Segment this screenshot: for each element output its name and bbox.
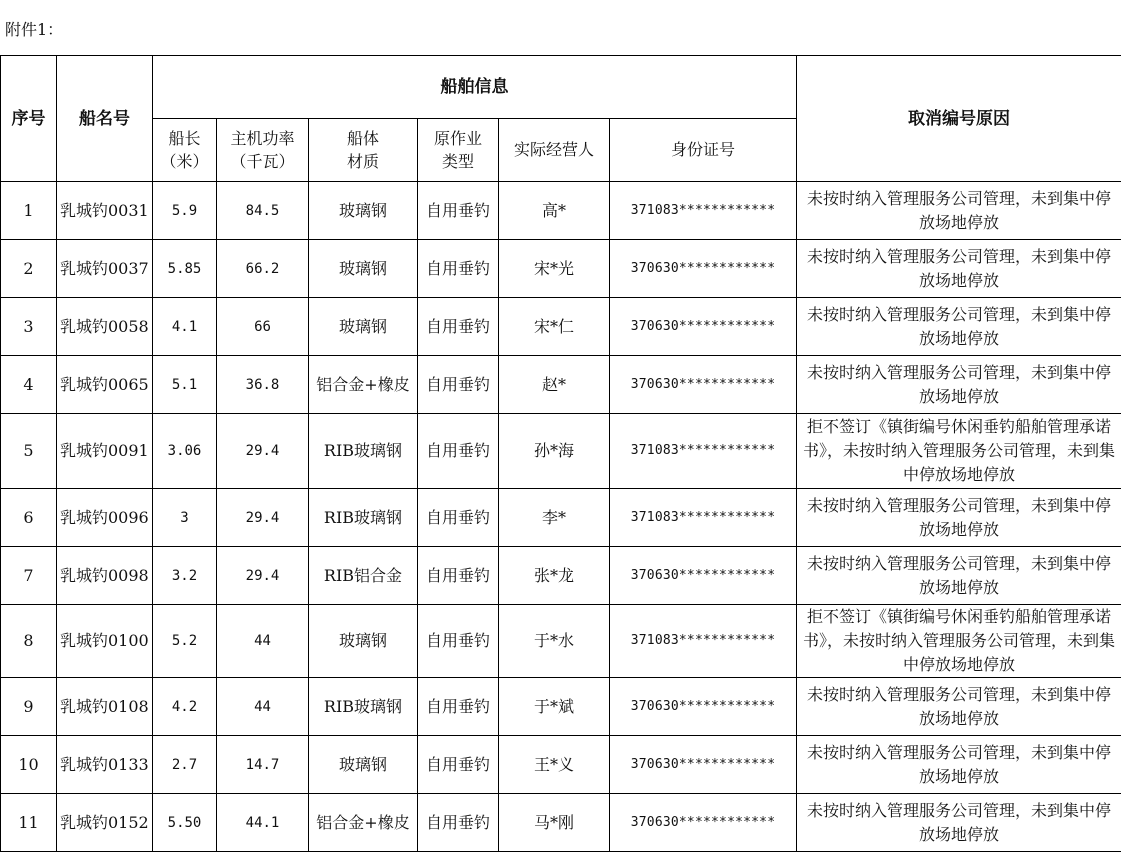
cell-id-no: 371083************ <box>610 605 797 678</box>
cell-work-type: 自用垂钓 <box>418 414 499 489</box>
cell-length: 3.06 <box>153 414 217 489</box>
cell-id-no: 371083************ <box>610 489 797 547</box>
cell-operator: 李* <box>499 489 610 547</box>
table-row <box>1 356 1121 414</box>
cancelled-ships-table <box>0 55 1121 852</box>
header-length: 船长 （米） <box>153 119 217 182</box>
cell-seq: 6 <box>1 489 57 547</box>
cell-length: 2.7 <box>153 736 217 794</box>
cell-power: 84.5 <box>217 182 309 240</box>
table-row <box>1 736 1121 794</box>
cell-length: 5.50 <box>153 794 217 852</box>
table-row <box>1 547 1121 605</box>
cell-material: RIB铝合金 <box>309 547 418 605</box>
cell-cancel-reason: 未按时纳入管理服务公司管理，未到集中停放场地停放 <box>797 794 1121 852</box>
cell-cancel-reason: 拒不签订《镇街编号休闲垂钓船舶管理承诺书》，未按时纳入管理服务公司管理，未到集中停放场地停放 <box>797 605 1121 678</box>
cell-power: 14.7 <box>217 736 309 794</box>
table-row <box>1 414 1121 489</box>
cell-power: 29.4 <box>217 547 309 605</box>
cell-seq: 1 <box>1 182 57 240</box>
cell-ship-name: 乳城钓0098 <box>57 547 153 605</box>
cell-id-no: 371083************ <box>610 182 797 240</box>
cell-cancel-reason: 未按时纳入管理服务公司管理，未到集中停放场地停放 <box>797 182 1121 240</box>
cell-work-type: 自用垂钓 <box>418 736 499 794</box>
cell-length: 4.2 <box>153 678 217 736</box>
cell-work-type: 自用垂钓 <box>418 489 499 547</box>
cell-material: 铝合金+橡皮 <box>309 356 418 414</box>
cell-operator: 赵* <box>499 356 610 414</box>
cell-seq: 8 <box>1 605 57 678</box>
cell-seq: 5 <box>1 414 57 489</box>
header-cancel-reason: 取消编号原因 <box>797 56 1121 182</box>
cell-work-type: 自用垂钓 <box>418 182 499 240</box>
cell-cancel-reason: 拒不签订《镇街编号休闲垂钓船舶管理承诺书》，未按时纳入管理服务公司管理，未到集中停放场地停放 <box>797 414 1121 489</box>
cell-power: 66 <box>217 298 309 356</box>
cell-id-no: 370630************ <box>610 240 797 298</box>
cell-work-type: 自用垂钓 <box>418 678 499 736</box>
cell-operator: 孙*海 <box>499 414 610 489</box>
cell-work-type: 自用垂钓 <box>418 356 499 414</box>
cell-seq: 7 <box>1 547 57 605</box>
cell-ship-name: 乳城钓0096 <box>57 489 153 547</box>
cell-seq: 10 <box>1 736 57 794</box>
header-seq: 序号 <box>1 56 57 182</box>
cell-power: 29.4 <box>217 414 309 489</box>
header-ship-info: 船舶信息 <box>153 56 797 119</box>
table-row <box>1 678 1121 736</box>
cell-id-no: 370630************ <box>610 547 797 605</box>
cell-cancel-reason: 未按时纳入管理服务公司管理，未到集中停放场地停放 <box>797 547 1121 605</box>
cell-length: 3.2 <box>153 547 217 605</box>
cell-id-no: 370630************ <box>610 298 797 356</box>
cell-power: 66.2 <box>217 240 309 298</box>
header-id-no: 身份证号 <box>610 119 797 182</box>
cell-operator: 张*龙 <box>499 547 610 605</box>
cell-power: 29.4 <box>217 489 309 547</box>
cell-work-type: 自用垂钓 <box>418 547 499 605</box>
table-row <box>1 489 1121 547</box>
cell-operator: 马*刚 <box>499 794 610 852</box>
cell-seq: 9 <box>1 678 57 736</box>
cell-cancel-reason: 未按时纳入管理服务公司管理，未到集中停放场地停放 <box>797 736 1121 794</box>
cell-seq: 3 <box>1 298 57 356</box>
cell-cancel-reason: 未按时纳入管理服务公司管理，未到集中停放场地停放 <box>797 356 1121 414</box>
cell-ship-name: 乳城钓0058 <box>57 298 153 356</box>
cell-ship-name: 乳城钓0037 <box>57 240 153 298</box>
cell-length: 5.1 <box>153 356 217 414</box>
cell-material: RIB玻璃钢 <box>309 489 418 547</box>
cell-seq: 11 <box>1 794 57 852</box>
cell-material: 铝合金+橡皮 <box>309 794 418 852</box>
cell-cancel-reason: 未按时纳入管理服务公司管理，未到集中停放场地停放 <box>797 489 1121 547</box>
cell-cancel-reason: 未按时纳入管理服务公司管理，未到集中停放场地停放 <box>797 240 1121 298</box>
header-power: 主机功率 （千瓦） <box>217 119 309 182</box>
cell-ship-name: 乳城钓0065 <box>57 356 153 414</box>
cell-operator: 王*义 <box>499 736 610 794</box>
cell-operator: 高* <box>499 182 610 240</box>
header-ship-name: 船名号 <box>57 56 153 182</box>
table-row <box>1 298 1121 356</box>
cell-seq: 2 <box>1 240 57 298</box>
cell-material: 玻璃钢 <box>309 605 418 678</box>
cell-id-no: 370630************ <box>610 794 797 852</box>
cell-seq: 4 <box>1 356 57 414</box>
cell-length: 4.1 <box>153 298 217 356</box>
cell-power: 36.8 <box>217 356 309 414</box>
cell-length: 3 <box>153 489 217 547</box>
cell-material: RIB玻璃钢 <box>309 678 418 736</box>
table-row <box>1 240 1121 298</box>
cell-power: 44.1 <box>217 794 309 852</box>
cell-ship-name: 乳城钓0133 <box>57 736 153 794</box>
cell-operator: 宋*光 <box>499 240 610 298</box>
cell-power: 44 <box>217 678 309 736</box>
header-operator: 实际经营人 <box>499 119 610 182</box>
cell-id-no: 370630************ <box>610 736 797 794</box>
header-work-type: 原作业 类型 <box>418 119 499 182</box>
cell-ship-name: 乳城钓0031 <box>57 182 153 240</box>
cell-work-type: 自用垂钓 <box>418 240 499 298</box>
cell-work-type: 自用垂钓 <box>418 794 499 852</box>
cell-material: 玻璃钢 <box>309 240 418 298</box>
cell-operator: 于*斌 <box>499 678 610 736</box>
cell-ship-name: 乳城钓0100 <box>57 605 153 678</box>
cell-work-type: 自用垂钓 <box>418 298 499 356</box>
cell-material: 玻璃钢 <box>309 736 418 794</box>
cell-id-no: 370630************ <box>610 678 797 736</box>
table-row <box>1 605 1121 678</box>
cell-ship-name: 乳城钓0091 <box>57 414 153 489</box>
cell-material: 玻璃钢 <box>309 298 418 356</box>
cell-length: 5.2 <box>153 605 217 678</box>
table-row <box>1 182 1121 240</box>
attachment-label: 附件1： <box>5 20 63 40</box>
cell-ship-name: 乳城钓0152 <box>57 794 153 852</box>
cell-operator: 于*水 <box>499 605 610 678</box>
header-material: 船体 材质 <box>309 119 418 182</box>
cell-operator: 宋*仁 <box>499 298 610 356</box>
cell-ship-name: 乳城钓0108 <box>57 678 153 736</box>
cell-id-no: 370630************ <box>610 356 797 414</box>
cell-work-type: 自用垂钓 <box>418 605 499 678</box>
cell-material: 玻璃钢 <box>309 182 418 240</box>
cell-id-no: 371083************ <box>610 414 797 489</box>
cell-length: 5.85 <box>153 240 217 298</box>
cell-cancel-reason: 未按时纳入管理服务公司管理，未到集中停放场地停放 <box>797 678 1121 736</box>
table-row <box>1 794 1121 852</box>
cell-power: 44 <box>217 605 309 678</box>
cell-length: 5.9 <box>153 182 217 240</box>
cell-cancel-reason: 未按时纳入管理服务公司管理，未到集中停放场地停放 <box>797 298 1121 356</box>
cell-material: RIB玻璃钢 <box>309 414 418 489</box>
